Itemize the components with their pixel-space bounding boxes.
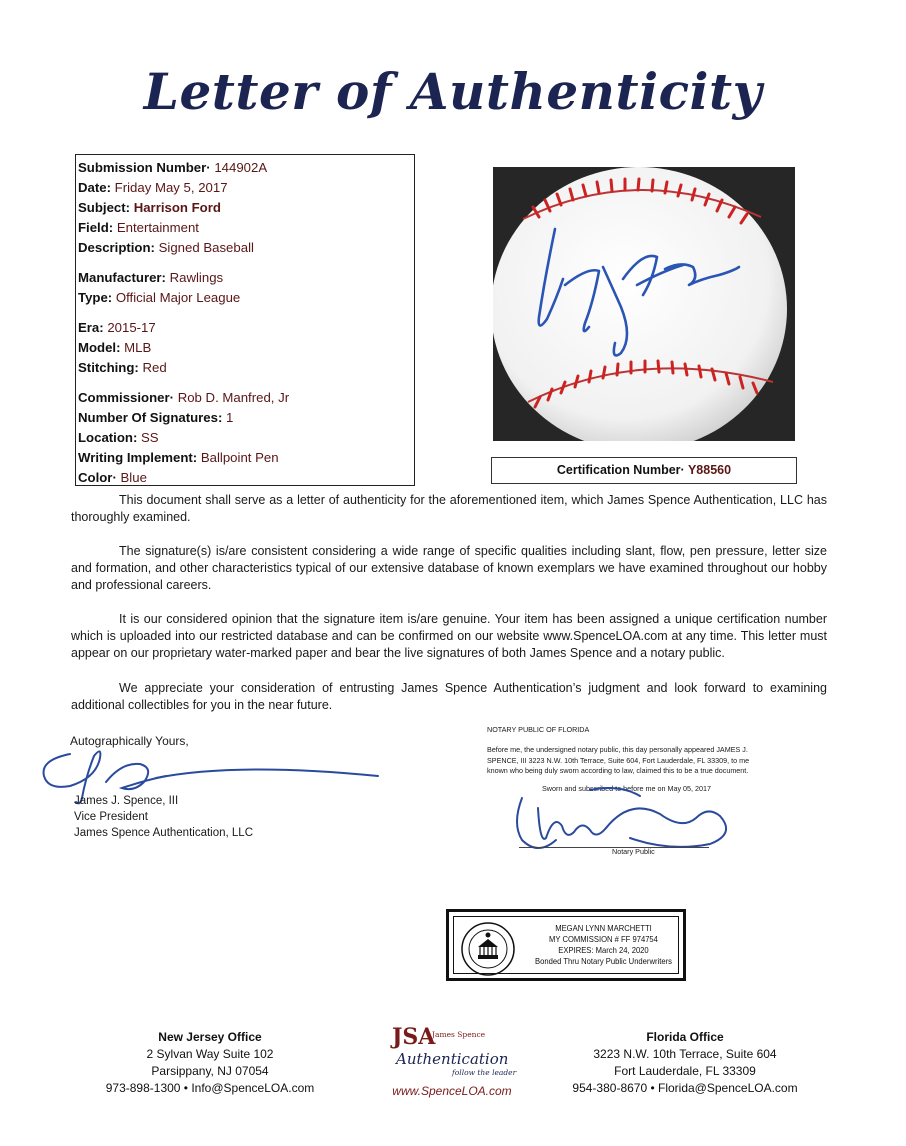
stamp-expires: EXPIRES: March 24, 2020 [558,945,649,955]
notary-stamp [446,909,686,981]
closing-text: Autographically Yours, [70,734,189,748]
nj-office: New Jersey Office 2 Sylvan Way Suite 102 Parsippany, NJ 07054 973-898-1300 • Info@SpenceLOA.com [105,1030,315,1095]
svg-text:JSA: JSA [392,1024,436,1050]
jsa-website: www.SpenceLOA.com [392,1084,512,1098]
notary-sworn-line: Sworn and subscribed to before me on May 05, 2017 [542,784,712,793]
paragraph-opinion: It is our considered opinion that the signature item is/are genuine. Your item has been assigned a unique certification number which is uploaded into our restricted database and can be confirmed on our website www.SpenceLOA.com at any time. This letter must appear on our proprietary water-marked paper and bear the live signatures of both James Spence and a notary public. [71,612,827,660]
notary-statement: Before me, the undersigned notary public, this day personally appeared JAMES J. SPENCE, III 3223 N.W. 10th Terrace, Suite 604, Fort Lauderdale, FL 33309, to me known who being duly sworn according to law, claimed this to be a true document. [487,745,750,775]
detail-date: Date: Friday May 5, 2017 [78,180,228,195]
jsa-logo [370,1022,540,1082]
notary-heading: NOTARY PUBLIC OF FLORIDA [487,725,590,734]
page-title: Letter of Authenticity [143,62,763,121]
detail-field: Field: Entertainment [78,220,199,235]
detail-number-of-signatures: Number Of Signatures: 1 [78,410,234,425]
notary-public-caption: Notary Public [612,847,655,856]
fl-office: Florida Office 3223 N.W. 10th Terrace, Suite 604 Fort Lauderdale, FL 33309 954-380-8670 • Florida@SpenceLOA.com [572,1030,798,1095]
stamp-commission: MY COMMISSION # FF 974754 [549,934,658,944]
svg-text:Authentication: Authentication [396,1050,509,1068]
certification-number-box: Certification Number· Y88560 [491,457,797,484]
signer-role: Vice President [74,811,148,823]
stamp-name: MEGAN LYNN MARCHETTI [555,923,652,933]
detail-type: Type: Official Major League [78,290,241,305]
signer-company: James Spence Authentication, LLC [74,827,254,839]
baseball-photo [493,167,795,441]
notary-seal-icon [460,921,516,977]
detail-color: Color· Blue [78,470,147,485]
paragraph-consistency: The signature(s) is/are consistent considering a wide range of specific qualities including slant, flow, pen pressure, letter size and formation, and other characteristics typical of our extensive database of known exemplars we have examined throughout our hobby and professional careers. [71,544,827,592]
detail-writing-implement: Writing Implement: Ballpoint Pen [78,450,279,465]
paragraph-intro: This document shall serve as a letter of authenticity for the aforementioned item, which James Spence Authentication, LLC has thoroughly examined. [71,493,827,524]
svg-text:follow the leader: follow the leader [452,1068,517,1077]
detail-model: Model: MLB [78,340,152,355]
detail-commissioner: Commissioner· Rob D. Manfred, Jr [78,390,290,405]
detail-stitching: Stitching: Red [78,360,167,375]
signer-name: James J. Spence, III [74,795,179,807]
detail-era: Era: 2015-17 [78,320,156,335]
certification-value: Y88560 [687,463,732,477]
detail-description: Description: Signed Baseball [78,240,254,255]
detail-manufacturer: Manufacturer: Rawlings [78,270,224,285]
certification-label: Certification Number [556,463,681,477]
item-details-box [75,154,415,486]
svg-text:James Spence: James Spence [432,1030,486,1039]
detail-location: Location: SS [78,430,159,445]
paragraph-appreciation: We appreciate your consideration of entrusting James Spence Authentication’s judgment and look forward to examining additional collectibles for you in the near future. [71,681,827,712]
detail-submission-number: Submission Number· 144902A [78,160,268,175]
stamp-bonded: Bonded Thru Notary Public Underwriters [535,956,672,966]
detail-subject: Subject: Harrison Ford [78,200,221,215]
